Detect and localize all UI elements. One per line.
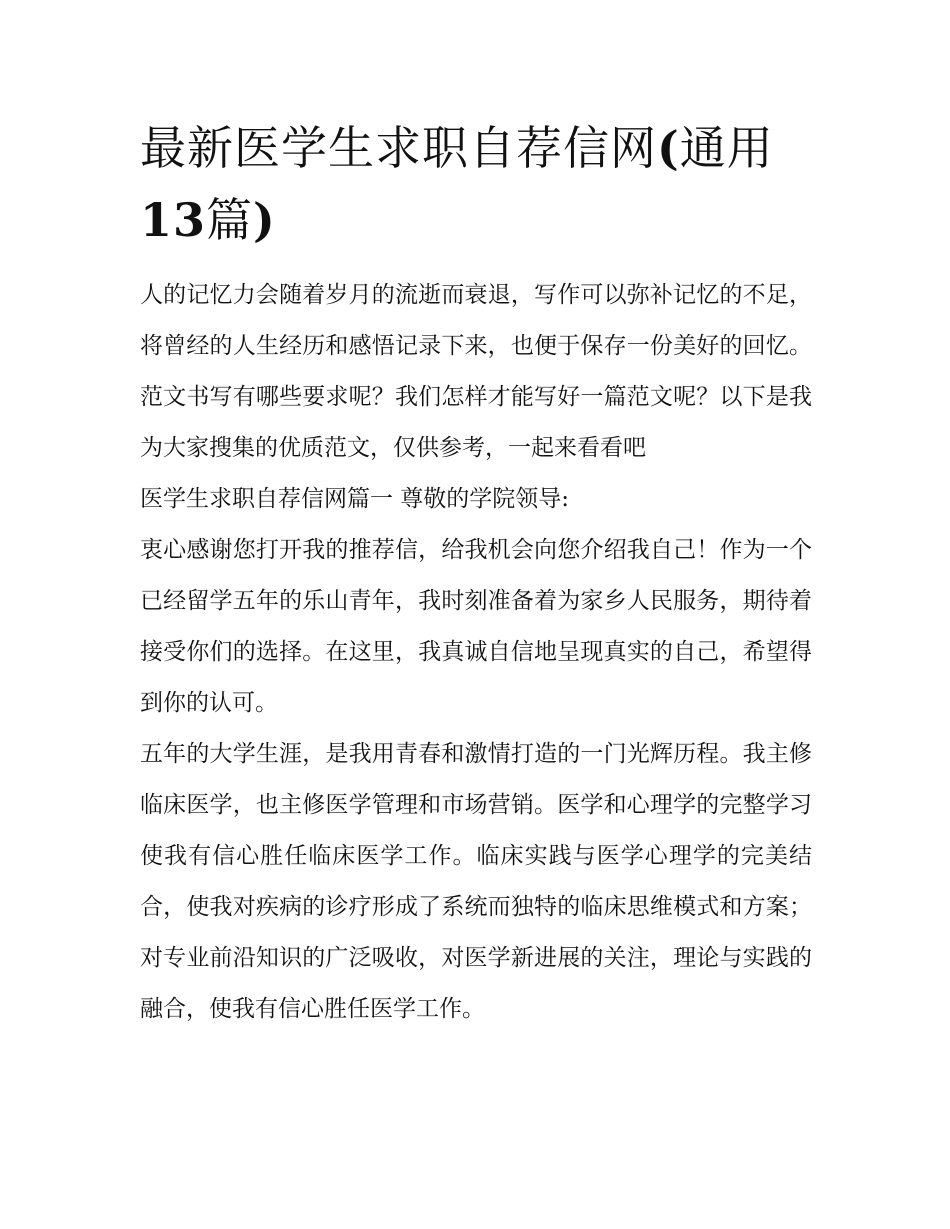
body-paragraph-1: 衷心感谢您打开我的推荐信，给我机会向您介绍我自己！作为一个已经留学五年的乐山青年，我时刻准备着为家乡人民服务，期待着接受你们的选择。在这里，我真诚自信地呈现真实的自己，希望得到你的认可。	[140, 537, 812, 716]
title-latin-run: (	[657, 121, 680, 175]
title-latin-run: )	[253, 193, 276, 247]
body-paragraph-2: 五年的大学生涯，是我用青春和激情打造的一门光辉历程。我主修临床医学，也主修医学管理和市场营销。医学和心理学的完整学习使我有信心胜任临床医学工作。临床实践与医学心理学的完美结合，使我对疾病的诊疗形成了系统而独特的临床思维模式和方案；对专业前沿知识的广泛吸收，对医学新进展的关注，理论与实践的融合，使我有信心胜任医学工作。	[140, 741, 812, 1022]
intro-paragraph: 人的记忆力会随着岁月的流逝而衰退，写作可以弥补记忆的不足，将曾经的人生经历和感悟记录下来，也便于保存一份美好的回忆。范文书写有哪些要求呢？我们怎样才能写好一篇范文呢？以下是我为大家搜集的优质范文，仅供参考，一起来看看吧	[140, 282, 812, 461]
section-heading-paragraph: 医学生求职自荐信网篇一 尊敬的学院领导:	[140, 486, 570, 512]
document-page	[140, 112, 812, 1035]
title-latin-run: 13	[140, 193, 207, 247]
document-title: 最新医学生求职自荐信网(通用13篇)	[140, 121, 774, 247]
